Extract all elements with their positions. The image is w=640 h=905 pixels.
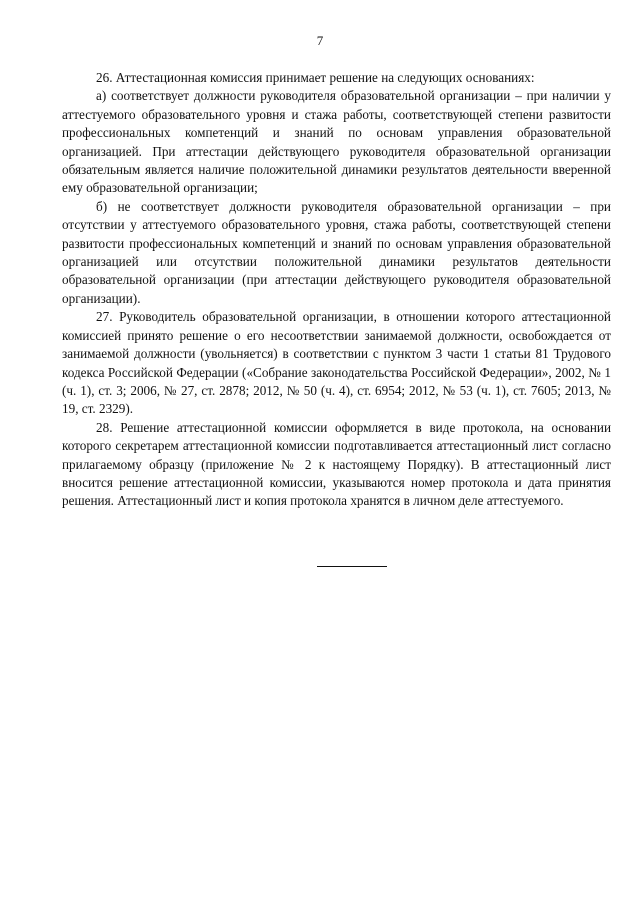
paragraph-26-a: а) соответствует должности руководителя образовательной организации – при наличии у аттестуемого образовательного уровня и стажа работы, соответствующей степени развитости профессиональных компетенций и знаний по основам управления образовательной организацией. При аттестации действующего руководителя образовательной организации обязательным является наличие положительной динамики результатов деятельности вверенной ему образовательной организации; <box>62 88 611 196</box>
document-body <box>62 69 611 511</box>
page-number: 7 <box>316 33 324 48</box>
paragraph-28: 28. Решение аттестационной комиссии оформляется в виде протокола, на основании которого секретарем аттестационной комиссии подготавливается аттестационный лист согласно прилагаемому образцу (приложение № 2 к настоящему Порядку). В аттестационный лист вносится решение аттестационной комиссии, указываются номер протокола и дата принятия решения. Аттестационный лист и копия протокола хранятся в личном деле аттестуемого. <box>62 419 611 509</box>
paragraph-26-intro: 26. Аттестационная комиссия принимает решение на следующих основаниях: <box>96 70 535 85</box>
paragraph-27: 27. Руководитель образовательной организации, в отношении которого аттестационной комиссией принято решение о его несоответствии занимаемой должности, освобождается от занимаемой должности (увольняется) в соответствии с пунктом 3 части 1 статьи 81 Трудового кодекса Российской Федерации («Собрание законодательства Российской Федерации», 2002, № 1 (ч. 1), ст. 3; 2006, № 27, ст. 2878; 2012, № 50 (ч. 4), ст. 6954; 2012, № 53 (ч. 1), ст. 7605; 2013, № 19, ст. 2329). <box>62 309 611 417</box>
paragraph-26-b: б) не соответствует должности руководителя образовательной организации – при отсутствии у аттестуемого образовательного уровня, стажа работы, соответствующей степени развитости профессиональных компетенций и знаний по основам управления образовательной организацией или отсутствии положительной динамики результатов деятельности образовательной организации (при аттестации действующего руководителя образовательной организации). <box>62 198 611 306</box>
end-of-document-rule <box>317 566 387 567</box>
